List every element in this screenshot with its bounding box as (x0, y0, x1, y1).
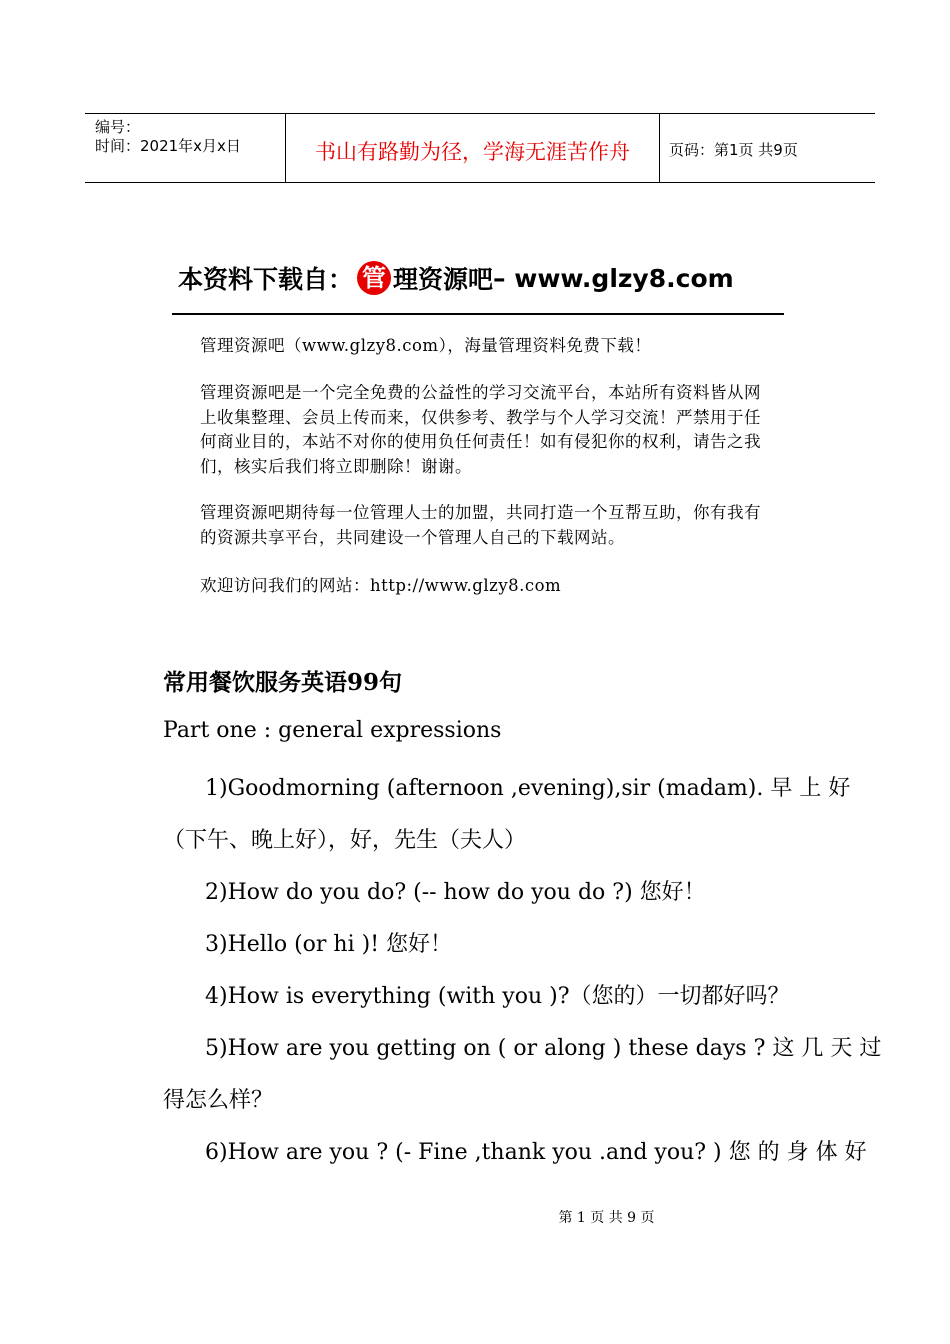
header-page-cell (659, 114, 875, 182)
banner-divider (172, 313, 784, 315)
sentence-6-line-1: 6)How are you ? (- Fine ,thank you .and you? ) 您 的 身 体 好 (205, 1140, 867, 1165)
header-motto: 书山有路勤为径，学海无涯苦作舟 (315, 140, 630, 164)
sentence-4: 4)How is everything (with you )?（您的）一切都好吗？ (205, 984, 790, 1009)
notice-paragraph-4: 欢迎访问我们的网站：http://www.glzy8.com (200, 576, 562, 595)
download-banner (178, 256, 734, 300)
header-motto-cell (285, 114, 660, 182)
banner-prefix: 本资料下载自： (178, 265, 354, 294)
sentence-5-line-1: 5)How are you getting on ( or along ) these days ? 这 几 天 过 (205, 1036, 882, 1061)
sentence-5-line-2: 得怎么样？ (163, 1088, 274, 1113)
footer-page-number: 第 1 页 共 9 页 (558, 1210, 655, 1226)
header-page-label: 页码：第1页 共9页 (669, 141, 798, 159)
notice-paragraph-2: 管理资源吧是一个完全免费的公益性的学习交流平台，本站所有资料皆从网上收集整理、会员上传而来，仅供参考、教学与个人学习交流！严禁用于任何商业目的，本站不对你的使用负任何责任！如有侵犯你的权利，请告之我们，核实后我们将立即删除！谢谢。 (200, 383, 761, 476)
part-heading: Part one : general expressions (163, 718, 502, 743)
notice-paragraph-1: 管理资源吧（www.glzy8.com），海量管理资料免费下载！ (200, 336, 652, 355)
document-title: 常用餐饮服务英语99句 (163, 669, 403, 696)
header-table (85, 113, 875, 183)
notice-paragraph-3: 管理资源吧期待每一位管理人士的加盟，共同打造一个互帮互助，你有我有的资源共享平台，共同建设一个管理人自己的下载网站。 (200, 503, 761, 547)
doc-number-label: 编号： (95, 118, 141, 136)
banner-site-name: 理资源吧 (393, 265, 494, 294)
site-logo-icon: 管 (357, 261, 391, 295)
sentence-2: 2)How do you do? (-- how do you do ?) 您好！ (205, 880, 706, 905)
sentence-3: 3)Hello (or hi )! 您好！ (205, 932, 453, 957)
sentence-1-line-2: （下午、晚上好），好，先生（夫人） (163, 828, 527, 853)
sentence-1-line-1: 1)Goodmorning (afternoon ,evening),sir (madam). 早 上 好 (205, 776, 851, 801)
header-info-cell (85, 114, 285, 182)
banner-url: – www.glzy8.com (493, 263, 734, 293)
doc-time-label: 时间：2021年x月x日 (95, 137, 241, 155)
